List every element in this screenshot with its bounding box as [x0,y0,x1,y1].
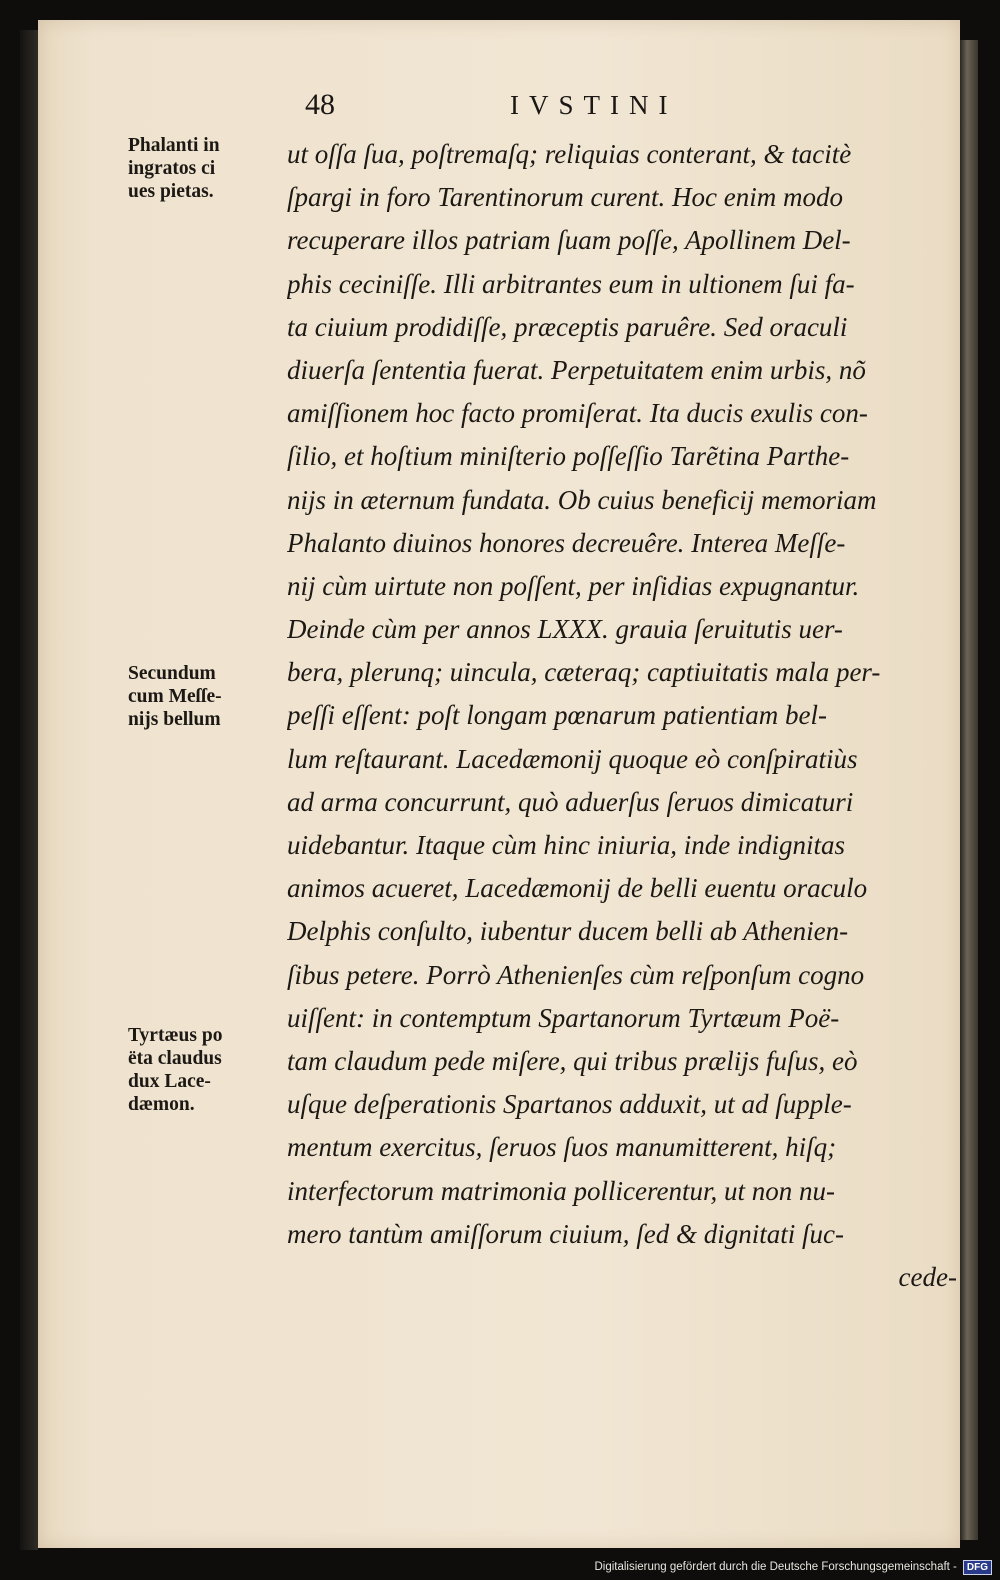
digitization-footer [594,1558,992,1576]
text-line: uſque deſperationis Spartanos adduxit, ut ad ſupple- [287,1089,852,1120]
text-line: mentum exercitus, ſeruos ſuos manumitterent, hiſq; [287,1132,837,1163]
margin-note-line: dux Lace- [128,1071,211,1092]
catchword: cede- [898,1261,957,1292]
page-number: 48 [305,88,335,121]
footer-credit: Digitalisierung gefördert durch die Deutsche Forschungsgemeinschaft - [594,1561,957,1573]
text-line: ut oſſa ſua, poſtremaſq; reliquias conterant, & tacitè [287,139,852,169]
text-line: tam claudum pede miſere, qui tribus prælijs fuſus, eò [287,1045,858,1076]
dfg-logo: DFG [963,1560,992,1575]
text-line: peſſi eſſent: poſt longam pœnarum patientiam bel- [287,700,827,731]
margin-note-line: ues pietas. [128,181,214,202]
text-line: ad arma concurrunt, quò aduerſus ſeruos dimicaturi [287,786,854,817]
margin-note-line: ëta claudus [128,1048,222,1069]
margin-note-tyrtaeus [128,1024,290,1116]
text-line: interfectorum matrimonia pollicerentur, ut non nu- [287,1175,835,1206]
text-line: uiſſent: in contemptum Spartanorum Tyrtæum Poë- [287,1002,840,1033]
margin-note-secundum-bellum [128,662,290,731]
margin-note-line: cum Meſſe- [128,686,222,707]
margin-note-line: nijs bellum [128,709,221,730]
margin-note-line: Tyrtæus po [128,1025,223,1046]
text-line: nijs in æternum fundata. Ob cuius beneficij memoriam [287,484,877,515]
text-line: uidebantur. Itaque cùm hinc iniuria, inde indignitas [287,830,845,860]
text-line: bera, plerunq; uincula, cæteraq; captiuitatis mala per- [287,657,881,688]
text-line: amiſſionem hoc facto promiſerat. Ita ducis exulis con- [287,398,868,429]
text-line: ſpargi in foro Tarentinorum curent. Hoc enim modo [287,182,843,213]
text-line: diuerſa ſententia fuerat. Perpetuitatem enim urbis, nõ [287,354,866,385]
text-line: phis ceciniſſe. Illi arbitrantes eum in ultionem ſui fa- [287,268,855,299]
margin-note-line: dæmon. [128,1094,195,1115]
text-line: recuperare illos patriam ſuam poſſe, Apollinem Del- [287,225,851,256]
text-line: Phalanto diuinos honores decreuêre. Interea Meſſe- [287,527,846,558]
running-title: IVSTINI [510,90,678,120]
page-header [305,88,775,128]
margin-note-line: ingratos ci [128,158,216,179]
text-line: ta ciuium prodidiſſe, præceptis paruêre. Sed oraculi [287,311,848,342]
text-line: Deinde cùm per annos LXXX. grauia ſeruitutis uer- [287,614,843,645]
book-gutter [20,30,38,1550]
margin-note-line: Phalanti in [128,135,220,156]
text-line: ſilio, et hoſtium miniſterio poſſeſſio Tarẽtina Parthe- [287,441,850,472]
text-line: lum reſtaurant. Lacedæmonij quoque eò conſpiratiùs [287,743,858,774]
text-line: mero tantùm amiſſorum ciuium, ſed & dignitati ſuc- [287,1218,844,1249]
body-text [287,133,967,1299]
text-line: ſibus petere. Porrò Athenienſes cùm reſponſum cogno [287,959,865,990]
text-line: animos acueret, Lacedæmonij de belli euentu oraculo [287,873,868,904]
margin-note-line: Secundum [128,663,216,684]
text-line: nij cùm uirtute non poſſent, per inſidias expugnantur. [287,570,860,601]
text-line: Delphis conſulto, iubentur ducem belli ab Athenien- [287,916,849,947]
margin-note-phalanti [128,134,290,203]
